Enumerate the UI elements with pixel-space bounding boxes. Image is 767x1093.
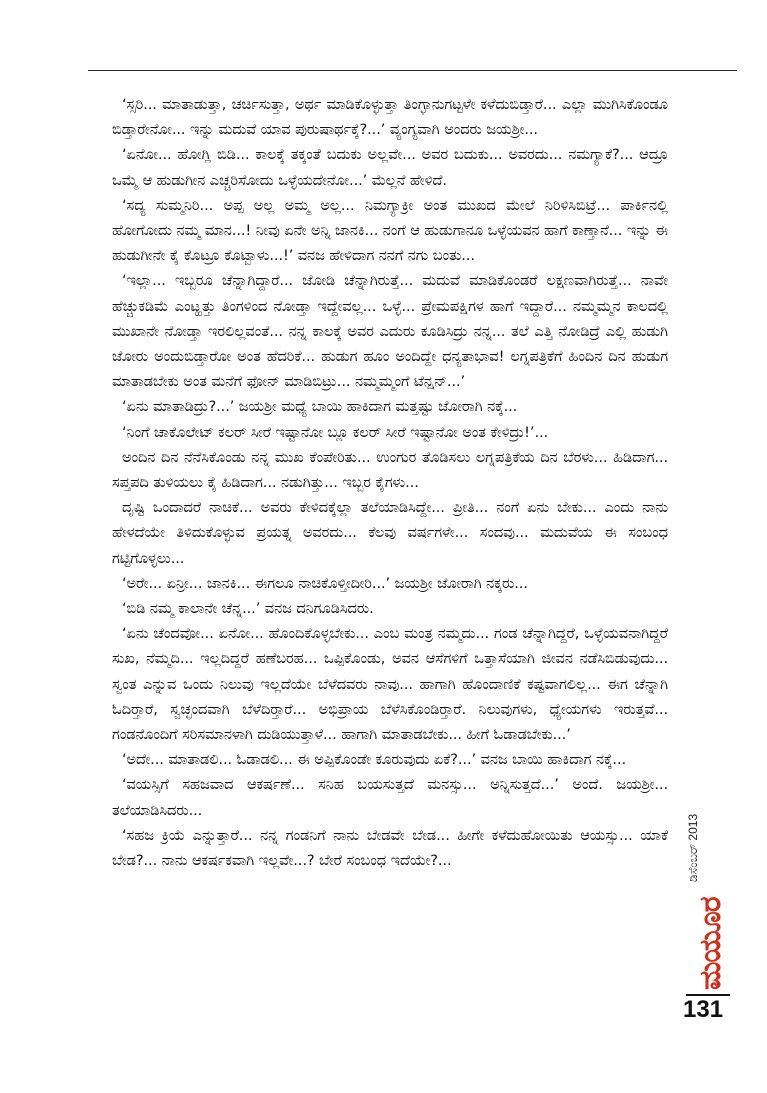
paragraph: ‘ಏನೋ... ಹೋಗ್ಲಿ ಬಿಡಿ... ಕಾಲಕ್ಕೆ ತಕ್ಕಂತೆ ಬದುಕು ಅಲ್ಲವೇ... ಅವರ ಬದುಕು... ಅವರದು... ನಮಗ್ಯಾಕೆ?... ಆದ್ರೂ ಒಮ್ಮೆ ಆ ಹುಡುಗೀನ ಎಚ್ಚರಿಸೋದು ಒಳ್ಳೆಯದೇನೋ...’ ಮೆಲ್ಲನೆ ಹೇಳಿದೆ. (112, 146, 668, 189)
side-margin (686, 790, 727, 990)
paragraph: ದೃಷ್ಟಿ ಒಂದಾದರೆ ನಾಚಿಕೆ... ಅವರು ಕೇಳಿದಕ್ಕೆಲ್ಲಾ ತಲೆಯಾಡಿಸಿದ್ದೇ... ಪ್ರೀತಿ... ನಂಗೆ ಏನು ಬೇಕು... ಎಂದು ನಾನು ಹೇಳದೆಯೇ ತಿಳಿದುಕೊಳ್ಳುವ ಪ್ರಯತ್ನ ಅವರದು... ಕೆಲವು ವರ್ಷಗಳೇ... ಸಂದವು... ಮದುವೆಯ ಈ ಸಂಬಂಧ ಗಟ್ಟಿಗೊಳ್ಳಲು... (112, 499, 668, 567)
paragraph: ‘ಅರೇ... ಏನ್ರೀ... ಜಾನಕಿ... ಈಗಲೂ ನಾಚಿಕೊಳ್ತೀದೀರಿ...’ ಜಯಶ್ರೀ ಜೋರಾಗಿ ನಕ್ಕರು... (122, 574, 528, 592)
paragraph: ‘ಸದ್ಯ ಸುಮ್ಮನಿರಿ... ಅಪ್ಪ ಅಲ್ಲ ಅಮ್ಮ ಅಲ್ಲ... ನಿಮಗ್ಯಾಕ್ರೀ ಅಂತ ಮುಖದ ಮೇಲೆ ನಿರಿಳಿಸಿಬಿಟ್ರೆ... ಪಾರ್ಕಿನಲ್ಲಿ ಹೋಗೋದು ನಮ್ಮ ಮಾನ...! ನೀವು ಏನೇ ಅನ್ನಿ ಜಾನಕಿ... ನಂಗೆ ಆ ಹುಡುಗಾನೂ ಒಳ್ಳೆಯವನ ಹಾಗೆ ಕಾಣ್ತಾನೆ... ಇನ್ನು ಈ ಹುಡುಗೀನೇ ಕೈ ಕೊಟ್ರೂ ಕೊಟ್ಬಾಳು...!’ ವನಜ ಹೇಳಿದಾಗ ನನಗೆ ನಗು ಬಂತು... (112, 196, 668, 265)
paragraph: ‘ಸಹಜ ಕ್ರಿಯೆ ಎನ್ನುತ್ತಾರೆ... ನನ್ನ ಗಂಡನಿಗೆ ನಾನು ಬೇಡವೇ ಬೇಡ... ಹೀಗೇ ಕಳೆದುಹೋಯಿತು ಆಯಸ್ಸು... ಯಾಕೆ ಬೇಡ?... ನಾನು ಆಕರ್ಷಕವಾಗಿ ಇಲ್ಲವೇ...? ಬೇರೆ ಸಂಬಂಧ ಇದೆಯೇ?... (112, 826, 668, 870)
page-number: 131 (683, 996, 724, 1023)
paragraph: ‘ನಿಂಗೆ ಚಾಕೊಲೇಟ್ ಕಲರ್ ಸೀರೆ ಇಷ್ಟಾನೋ ಬ್ಲೂ ಕಲರ್ ಸೀರೆ ಇಷ್ಟಾನೋ ಅಂತ ಕೇಳಿದ್ರು!’... (122, 423, 549, 441)
paragraph: ಅಂದಿನ ದಿನ ನೆನೆಸಿಕೊಂಡು ನನ್ನ ಮುಖ ಕೆಂಪೇರಿತು... ಉಂಗುರ ತೊಡಿಸಲು ಲಗ್ನಪತ್ರಿಕೆಯ ದಿನ ಬೆರಳು... ಹಿಡಿದಾಗ... ಸಪ್ತಪದಿ ತುಳಿಯಲು ಕೈ ಹಿಡಿದಾಗ... ನಡುಗಿತ್ತು... ಇಬ್ಬರ ಕೈಗಳು... (112, 448, 668, 492)
paragraph: ‘ವಯಸ್ಸಿಗೆ ಸಹಜವಾದ ಆಕರ್ಷಣೆ... ಸನಿಹ ಬಯಸುತ್ತದೆ ಮನಸ್ಸು... ಅನ್ನಿಸುತ್ತದೆ...’ ಅಂದೆ. ಜಯಶ್ರೀ... ತಲೆಯಾಡಿಸಿದರು... (112, 776, 668, 819)
top-rule (88, 70, 737, 71)
paragraph: ‘ಸ್ಸರಿ... ಮಾತಾಡುತ್ತಾ, ಚರ್ಚಿಸುತ್ತಾ, ಅರ್ಥ ಮಾಡಿಕೊಳ್ಳುತ್ತಾ ತಿಂಗ್ಳಾನುಗಟ್ಟಳೇ ಕಳೆದುಬಿಡ್ತಾರೆ... ಎಲ್ಲಾ ಮುಗಿಸಿಕೊಂಡೂ ಬಿಡ್ತಾರೇನೋ... ಇನ್ನು ಮದುವೆ ಯಾವ ಪುರುಷಾರ್ಥಕ್ಕೆ?...’ ವ್ಯಂಗ್ಯವಾಗಿ ಅಂದರು ಜಯಶ್ರೀ... (112, 96, 668, 139)
paragraph: ‘ಇಲ್ಲಾ... ಇಬ್ಬರೂ ಚೆನ್ನಾಗಿದ್ದಾರೆ... ಜೋಡಿ ಚೆನ್ನಾಗಿರುತ್ತೆ... ಮದುವೆ ಮಾಡಿಕೊಂಡರೆ ಲಕ್ಷಣವಾಗಿರುತ್ತೆ... ನಾವೇ ಹೆಚ್ಚುಕಡಿಮೆ ಎಂಟ್ಹತ್ತು ತಿಂಗಳಿಂದ ನೋಡ್ತಾ ಇದ್ದೇವಲ್ಲ... ಒಳ್ಳೆ... ಪ್ರೇಮಪಕ್ಷಿಗಳ ಹಾಗೆ ಇದ್ದಾರೆ... ನಮ್ಮಮ್ಮನ ಕಾಲದಲ್ಲಿ ಮುಖಾನೇ ನೋಡ್ತಾ ಇರಲಿಲ್ಲವಂತೆ... ನನ್ನ ಕಾಲಕ್ಕೆ ಅವರ ಎದುರು ಕೂಡಿಸಿದ್ರು ನನ್ನ... ತಲೆ ಎತ್ತಿ ನೋಡಿದ್ರೆ ಎಲ್ಲಿ ಹುಡುಗಿ ಜೋರು ಅಂದುಬಿಡ್ತಾರೋ ಅಂತ ಹೆದರಿಕೆ... ಹುಡುಗ ಹೂಂ ಅಂದಿದ್ದೇ ಧನ್ಯತಾಭಾವ! ಲಗ್ನಪತ್ರಿಕೆಗೆ ಹಿಂದಿನ ದಿನ ಹುಡುಗ ಮಾತಾಡಬೇಕು ಅಂತ ಮನೆಗೆ ಫೋನ್ ಮಾಡಿಬಿಟ್ರು... ನಮ್ಮಮ್ಮಂಗೆ ಟೆನ್ಷನ್...’ (112, 272, 668, 391)
paragraph: ‘ಅದೇ... ಮಾತಾಡಲಿ... ಓಡಾಡಲಿ... ಈ ಅಪ್ಪಿಕೊಂಡೇ ಕೂರುವುದು ಏಕೆ?...’ ವನಜ ಬಾಯಿ ಹಾಕಿದಾಗ ನಕ್ಕೆ... (122, 751, 627, 769)
issue-date: ಡಿಸೆಂಬರ್ 2013 (686, 813, 700, 882)
magazine-logo: ಮಯೂರ (694, 897, 727, 990)
article-body (112, 92, 668, 873)
paragraph: ‘ಬಿಡಿ ನಮ್ಮ ಕಾಲಾನೇ ಚೆನ್ನ...’ ವನಜ ದನಿಗೂಡಿಸಿದರು. (122, 600, 374, 618)
paragraph: ‘ಏನು ಚೆಂದವೋ... ಏನೋ... ಹೊಂದಿಕೊಳ್ಳಬೇಕು... ಎಂಬ ಮಂತ್ರ ನಮ್ಮದು... ಗಂಡ ಚೆನ್ನಾಗಿದ್ದರೆ, ಒಳ್ಳೆಯವನಾಗಿದ್ದರೆ ಸುಖ, ನೆಮ್ಮದಿ... ಇಲ್ಲದಿದ್ದರೆ ಹಣೆಬರಹ... ಒಪ್ಪಿಕೊಂಡು, ಅವನ ಆಸೆಗಳಿಗೆ ಒತ್ತಾಸೆಯಾಗಿ ಜೀವನ ನಡೆಸಿಬಿಡುವುದು... ಸ್ವಂತ ಎನ್ನುವ ಒಂದು ನಿಲುವು ಇಲ್ಲದೆಯೇ ಬೆಳೆದವರು ನಾವು... ಹಾಗಾಗಿ ಹೊಂದಾಣಿಕೆ ಕಷ್ಟವಾಗಲಿಲ್ಲ... ಈಗ ಚೆನ್ನಾಗಿ ಓದಿರ್‍ತಾರೆ, ಸ್ವಚ್ಛಂದವಾಗಿ ಬೆಳೆದಿರ್‍ತಾರೆ... ಅಭಿಪ್ರಾಯ ಬೆಳೆಸಿಕೊಂಡಿರ್‍ತಾರೆ. ನಿಲುವುಗಳು, ಧ್ಯೇಯಗಳು ಇರುತ್ತವೆ... ಗಂಡನೊಂದಿಗೆ ಸರಿಸಮಾನಳಾಗಿ ದುಡಿಯುತ್ತಾಳೆ... ಹಾಗಾಗಿ ಮಾತಾಡಬೇಕು... ಹೀಗೆ ಓಡಾಡಬೇಕು...’ (112, 625, 668, 744)
paragraph: ‘ಏನು ಮಾತಾಡಿದ್ರು?...’ ಜಯಶ್ರೀ ಮಧ್ಯೆ ಬಾಯಿ ಹಾಕಿದಾಗ ಮತ್ತಷ್ಟು ಜೋರಾಗಿ ನಕ್ಕೆ... (122, 398, 518, 416)
